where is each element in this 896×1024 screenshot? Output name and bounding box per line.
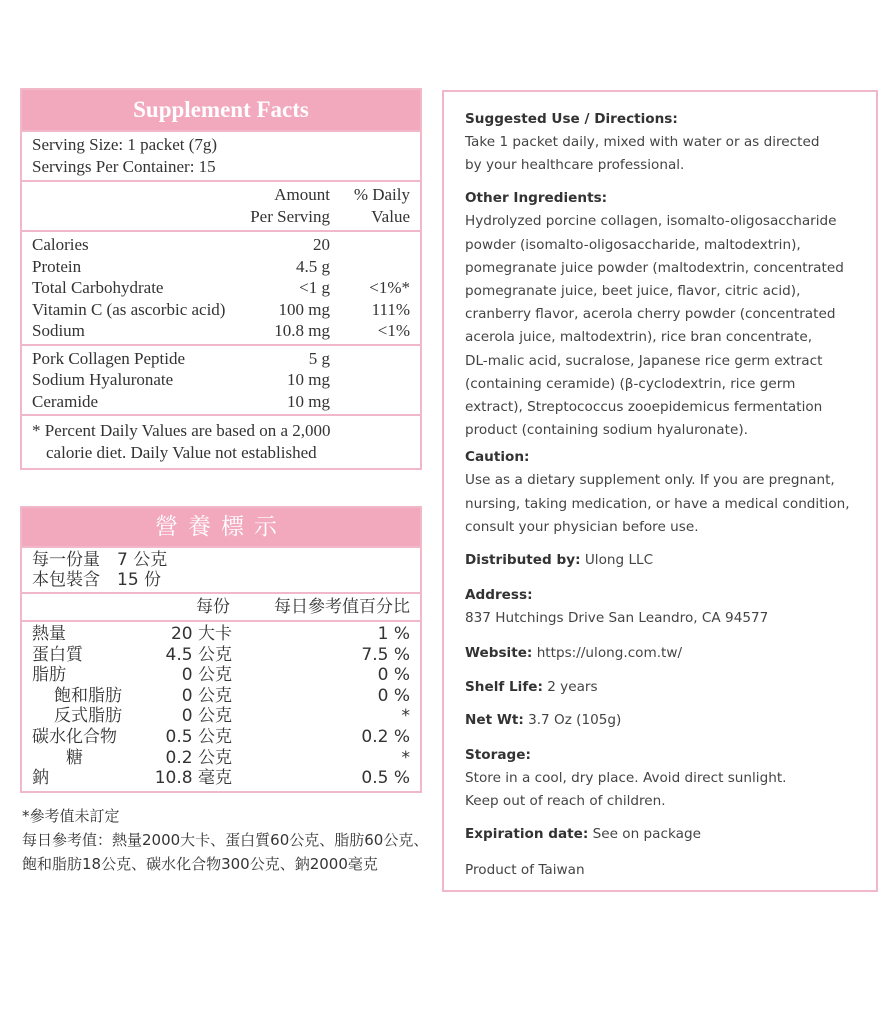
storage-line: Store in a cool, dry place. Avoid direct sunlight. [465,770,787,787]
ingredients-line: DL-malic acid, sucralose, Japanese rice germ extract [465,352,823,369]
supplement-facts-panel [20,88,422,470]
nutrient-amount: 20 大卡 [170,624,232,644]
daily-value-header: 每日參考值百分比 [274,597,410,617]
ingredients-line: powder (isomalto-oligosaccharide, maltodextrin), [465,236,801,253]
nutrient-rows-zh [22,620,420,791]
storage-heading: Storage: [465,747,531,764]
directions-heading: Suggested Use / Directions: [465,111,678,127]
nutrition-label-title: 營養標示 [22,508,420,546]
nutrient-dv: <1% [377,321,410,340]
ingredients-line: Hydrolyzed porcine collagen, isomalto-oligosaccharide [465,213,837,230]
nutrient-name: 反式脂肪 [54,706,122,727]
nutrient-amount: 10.8 mg [274,321,330,340]
ingredient-name: Ceramide [32,391,99,411]
ingredients-line: (containing ceramide) (β-cyclodextrin, rice germ [465,375,796,392]
table-row [32,768,410,789]
nutrition-label-panel [20,506,422,793]
table-row [32,748,410,769]
table-row [32,624,410,645]
footnote-line-2: calorie diet. Daily Value not established [46,443,317,462]
net-weight [465,709,864,732]
ingredients-heading: Other Ingredients: [465,190,608,207]
distributor-value: Ulong LLC [580,552,654,569]
table-row [32,391,410,413]
distributor-label: Distributed by: [465,552,581,569]
daily-header-2: Value [371,207,410,226]
nutrient-amount: 100 mg [278,299,330,319]
nutrient-amount: 10.8 毫克 [154,768,232,789]
expiration-value: See on package [588,826,701,843]
daily-header-1: % Daily [353,185,410,204]
serving-info-zh [22,546,420,592]
nutrient-name: Total Carbohydrate [32,278,164,297]
table-row [32,234,410,256]
nutrient-dv: 1 % [377,624,410,644]
directions-text: Take 1 packet daily, mixed with water or as directed [465,134,820,150]
nutrient-amount: 0 公克 [181,665,232,686]
website-link[interactable]: https://ulong.com.tw/ [532,645,683,662]
caution-heading: Caution: [465,449,530,466]
nutrient-amount: <1 g [299,278,330,297]
caution-line: nursing, taking medication, or have a medical condition, [465,495,850,512]
distributor [465,549,864,572]
website [465,642,864,665]
table-row [32,348,410,370]
net-weight-value: 3.7 Oz (105g) [523,711,622,728]
ingredients-line: cranberry flavor, acerola cherry powder (concentrated [465,306,836,323]
shelf-life-label: Shelf Life: [465,678,543,695]
nutrient-name: Vitamin C (as ascorbic acid) [32,299,226,319]
nutrient-amount: 0 公克 [181,706,232,727]
nutrient-dv [330,234,410,256]
table-row [32,320,410,342]
amount-header-2: Per Serving [250,207,330,226]
ingredients-line: extract), Streptococcus zooepidemicus fermentation [465,399,823,416]
table-row [32,256,410,278]
origin: Product of Taiwan [465,861,585,878]
table-row [32,299,410,321]
ingredient-amount: 5 g [308,348,330,368]
nutrition-notes-zh [22,804,432,876]
nutrient-dv: * [401,706,410,727]
nutrient-group-2 [22,344,420,415]
ingredients-line: acerola juice, maltodextrin), rice bran concentrate, [465,329,813,346]
address-value: 837 Hutchings Drive San Leandro, CA 94577 [465,610,769,627]
nutrient-amount: 4.5 g [296,256,330,276]
per-serving-header: 每份 [196,597,230,617]
nutrient-name: 糖 [66,747,83,768]
servings-per-pack-zh: 本包裝含 15 份 [32,570,162,590]
table-row [32,277,410,299]
directions-text: by your healthcare professional. [465,157,685,174]
net-weight-label: Net Wt: [465,711,524,728]
note-line: 飽和脂肪18公克、碳水化合物300公克、鈉2000毫克 [22,855,378,873]
table-row [32,369,410,391]
ingredient-name: Sodium Hyaluronate [32,370,174,389]
caution-line: Use as a dietary supplement only. If you are pregnant, [465,472,835,489]
column-header-zh [22,592,420,620]
nutrient-dv: 111% [371,299,410,319]
nutrient-name: 蛋白質 [32,644,83,665]
nutrient-amount: 0.2 公克 [165,747,232,768]
nutrient-name: Sodium [32,321,85,340]
serving-info [22,130,420,180]
nutrient-name: 碳水化合物 [32,726,117,747]
servings-per-container: Servings Per Container: 15 [32,157,216,176]
website-label: Website: [465,645,533,662]
nutrient-name: 脂肪 [32,665,66,686]
nutrient-name: 鈉 [32,768,49,789]
ingredients-line: pomegranate juice, beet juice, flavor, citric acid), [465,283,801,300]
note-line: *參考值未訂定 [22,807,120,825]
nutrient-dv: 0 % [377,685,410,706]
ingredients-line: product (containing sodium hyaluronate). [465,422,748,439]
nutrient-dv: 0.2 % [361,726,410,747]
shelf-life [465,676,864,699]
serving-size-zh: 每一份量 7 公克 [32,550,168,570]
product-info-panel [442,90,878,892]
nutrient-name: 熱量 [32,624,66,644]
column-header [22,180,420,230]
table-row [32,645,410,666]
storage-line: Keep out of reach of children. [465,793,666,810]
nutrient-name: Protein [32,256,82,276]
nutrient-dv: <1%* [369,278,410,297]
ingredient-amount: 10 mg [287,391,330,411]
caution-line: consult your physician before use. [465,518,699,535]
serving-size: Serving Size: 1 packet (7g) [32,135,218,154]
nutrient-dv: 0.5 % [361,768,410,789]
footnote-line-1: * Percent Daily Values are based on a 2,000 [32,421,331,440]
nutrient-group-1 [22,230,420,344]
nutrient-amount: 20 [313,235,330,254]
note-line: 每日參考值：熱量2000大卡、蛋白質60公克、脂肪60公克、 [22,831,429,849]
shelf-life-value: 2 years [542,678,598,695]
address-heading: Address: [465,587,533,604]
nutrient-amount: 0.5 公克 [165,726,232,747]
ingredient-name: Pork Collagen Peptide [32,348,185,368]
footnote [22,414,420,468]
nutrient-amount: 4.5 公克 [165,644,232,665]
table-row [32,665,410,686]
amount-header-1: Amount [274,185,330,204]
nutrient-dv [330,256,410,278]
ingredients-line: pomegranate juice powder (maltodextrin, concentrated [465,259,844,276]
table-row [32,706,410,727]
nutrient-dv: * [401,747,410,768]
nutrient-name: Calories [32,235,89,254]
supplement-facts-title: Supplement Facts [22,90,420,130]
expiration [465,823,864,846]
nutrient-amount: 0 公克 [181,685,232,706]
table-row [32,727,410,748]
nutrient-dv: 0 % [377,665,410,686]
ingredient-amount: 10 mg [287,370,330,389]
expiration-label: Expiration date: [465,826,589,843]
table-row [32,686,410,707]
nutrient-name: 飽和脂肪 [54,685,122,706]
nutrient-dv: 7.5 % [361,644,410,665]
